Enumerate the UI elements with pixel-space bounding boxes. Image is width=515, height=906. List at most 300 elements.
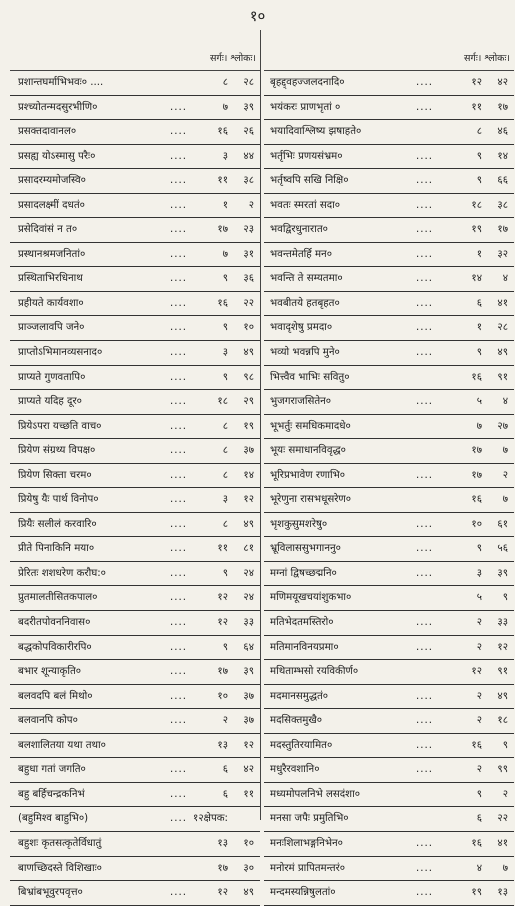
index-row [10, 464, 260, 489]
leader-dots: .... [416, 887, 433, 899]
sarga-number: ३ [222, 494, 228, 506]
verse-text: मतिमानविनयप्रमा० [270, 641, 339, 653]
shloka-number: १३ [497, 887, 508, 899]
shloka-number: ३९ [243, 666, 254, 678]
verse-text: बहुशः कृतसत्कृतेर्विधातुं [18, 837, 102, 849]
index-row [10, 194, 260, 219]
sarga-number: ९ [476, 175, 482, 187]
sarga-number: २ [476, 690, 482, 702]
verse-text: भूभर्तुः समधिकमादधे० [270, 420, 351, 432]
index-row [264, 611, 514, 636]
sarga-number: ३ [476, 567, 482, 579]
index-row [264, 71, 514, 96]
index-row [264, 660, 514, 685]
leader-dots: .... [416, 199, 433, 211]
sarga-number: ११ [217, 175, 228, 187]
verse-text: भ्रूविलाससुभगाननु० [270, 543, 341, 555]
shloka-number: ४९ [497, 347, 508, 359]
page-number: १० [249, 7, 266, 25]
sarga-number: १२ [217, 592, 228, 604]
verse-text: बलवानपि कोप० [18, 715, 78, 727]
verse-text: बलशालितया यथा तथा० [18, 739, 106, 751]
sarga-number: १६ [471, 739, 482, 751]
shloka-number: ४९ [243, 887, 254, 899]
verse-text: मग्नां द्विषच्छद्मनि० [270, 567, 337, 579]
verse-text: भूरेणुना रासभधूसरेण० [270, 494, 352, 506]
shloka-number: ३१ [243, 248, 254, 260]
right-column-header: सर्गः। श्लोकः। [264, 48, 514, 71]
index-row [10, 71, 260, 96]
verse-text: भयंकरः प्राणभृतां ० [270, 101, 341, 113]
leader-dots: .... [416, 101, 433, 113]
shloka-number: २४ [243, 567, 254, 579]
shloka-number: ८१ [243, 543, 254, 555]
leader-dots: .... [416, 837, 433, 849]
verse-text: भुजगराजसितेन० [270, 396, 332, 408]
verse-text: मदसिक्तमुखै० [270, 715, 323, 727]
index-row [10, 709, 260, 734]
leader-dots: .... [170, 518, 187, 530]
leader-dots: .... [170, 273, 187, 285]
leader-dots: .... [170, 445, 187, 457]
sarga-number: २ [476, 715, 482, 727]
shloka-number: ३९ [243, 101, 254, 113]
verse-text: प्रसादरम्यमोजस्वि० [18, 175, 86, 187]
sarga-number: १७ [471, 469, 482, 481]
shloka-number: ६४ [243, 641, 254, 653]
leader-dots: .... [170, 297, 187, 309]
shloka-number: ४१ [497, 837, 508, 849]
leader-dots: .... [170, 469, 187, 481]
leader-dots: .... [170, 248, 187, 260]
verse-text: प्रशान्तघर्माभिभवः० .... [18, 77, 104, 88]
index-row [10, 120, 260, 145]
sarga-number: ६ [476, 297, 482, 309]
verse-text: प्राप्यते गुणवतापि० [18, 371, 86, 383]
shloka-number: १४ [497, 150, 508, 162]
sarga-number: ८ [476, 126, 482, 138]
sarga-number: ६ [222, 788, 228, 800]
index-row [264, 807, 514, 832]
sarga-number: ३ [222, 150, 228, 162]
shloka-number: ७ [502, 445, 508, 457]
verse-text: प्राप्तोऽभिमानव्यसनाद० [18, 347, 103, 359]
index-row [264, 169, 514, 194]
verse-text: भृशकुसुमशरेषु० [270, 518, 328, 530]
sarga-number: ९ [222, 273, 228, 285]
shloka-number: ३८ [497, 199, 508, 211]
index-row [10, 660, 260, 685]
shloka-number: ६१ [497, 518, 508, 530]
verse-text: प्रस्थिताभिरधिनाथ [18, 273, 83, 285]
verse-text: भूयः समाधानविवृद्ध० [270, 445, 346, 457]
verse-text: मदमानसमुद्धतं० [270, 690, 329, 702]
shloka-number: ४९ [243, 347, 254, 359]
verse-text: भवद्विरधुनारात० [270, 224, 328, 236]
index-row [264, 513, 514, 538]
shloka-number: १० [243, 322, 254, 334]
leader-dots: .... [170, 666, 187, 678]
leader-dots: .... [416, 77, 433, 88]
verse-text: बदरीतपोवननिवास० [18, 617, 91, 629]
index-row [10, 832, 260, 857]
sarga-number: २ [476, 764, 482, 776]
sarga-number: १८ [471, 199, 482, 211]
leader-dots: .... [416, 322, 433, 334]
verse-text: मथिताम्भसो रयविकीर्ण० [270, 666, 359, 678]
shloka-number: ४ [502, 273, 508, 285]
leader-dots: .... [170, 199, 187, 211]
shloka-number: ९ [502, 739, 508, 751]
shloka-number: ९९ [497, 764, 508, 776]
leader-dots: .... [170, 715, 187, 727]
shloka-number: १२ [243, 739, 254, 751]
index-row [264, 636, 514, 661]
verse-text: मदस्तुतिरयामित० [270, 739, 333, 751]
index-row [10, 783, 260, 808]
leader-dots: .... [416, 224, 433, 236]
verse-text: भवबीतये हतबृहत० [270, 297, 340, 309]
leader-dots: .... [170, 592, 187, 604]
verse-text: प्रियेण संग्रथ्य विपक्ष० [18, 445, 96, 457]
index-row [10, 218, 260, 243]
leader-dots: .... [416, 396, 433, 408]
sarga-number: ८ [222, 518, 228, 530]
index-row [264, 537, 514, 562]
verse-text: भव्यो भवन्नपि मुने० [270, 347, 340, 359]
leader-dots: .... [416, 297, 433, 309]
index-row [264, 145, 514, 170]
index-row [264, 734, 514, 759]
left-rows [10, 71, 260, 906]
index-row [10, 807, 260, 832]
index-row [10, 439, 260, 464]
sarga-number: १२क्षेपक: [193, 813, 228, 825]
shloka-number: १७ [497, 101, 508, 113]
shloka-number: २४ [243, 592, 254, 604]
shloka-number: ३७ [243, 715, 254, 727]
sarga-number: ३ [222, 347, 228, 359]
verse-text: बृहद्द्वहज्जलदनादि० [270, 77, 345, 88]
index-row [10, 685, 260, 710]
verse-text: मन्दमस्यन्निषुलतां० [270, 887, 336, 899]
index-row [264, 341, 514, 366]
index-row [264, 685, 514, 710]
index-row [264, 832, 514, 857]
index-row [10, 562, 260, 587]
shloka-number: २ [248, 199, 254, 211]
sarga-number: १६ [217, 126, 228, 138]
verse-text: भयादिवाश्लिष्य झषाहते० [270, 126, 362, 138]
leader-dots: .... [416, 248, 433, 260]
leader-dots: .... [170, 175, 187, 187]
left-column [10, 48, 260, 906]
shloka-number: १० [243, 837, 254, 849]
verse-text: प्रसक्तदावानल० [18, 126, 77, 138]
verse-text: प्रियैः सलीलं करवारि० [18, 518, 97, 530]
shloka-number: १४ [243, 469, 254, 481]
shloka-number: ११ [243, 788, 254, 800]
index-row [264, 857, 514, 882]
index-row [10, 881, 260, 906]
sarga-number: ५ [476, 592, 482, 604]
verse-text: प्रश्च्योतन्मदसुरभीणि० [18, 101, 98, 113]
shloka-number: २७ [497, 420, 508, 432]
shloka-number: ९८ [243, 371, 254, 383]
sarga-number: ९ [222, 371, 228, 383]
verse-text: प्रहीयते कार्यवशा० [18, 297, 84, 309]
index-row [264, 243, 514, 268]
verse-text: बद्धकोपविकारीरपि० [18, 641, 92, 653]
shloka-number: ९१ [497, 666, 508, 678]
leader-dots: .... [170, 788, 187, 800]
sarga-number: ९ [222, 567, 228, 579]
leader-dots: .... [170, 396, 187, 408]
index-row [10, 96, 260, 121]
leader-dots: .... [170, 690, 187, 702]
leader-dots: .... [170, 322, 187, 334]
index-row [10, 243, 260, 268]
index-row [264, 562, 514, 587]
index-row [10, 857, 260, 882]
shloka-number: ४१ [497, 297, 508, 309]
shloka-number: ३८ [243, 175, 254, 187]
leader-dots: .... [416, 690, 433, 702]
shloka-number: १२ [243, 494, 254, 506]
index-row [264, 488, 514, 513]
leader-dots: .... [416, 764, 433, 776]
leader-dots: .... [416, 739, 433, 751]
index-row [10, 390, 260, 415]
shloka-number: २ [502, 469, 508, 481]
index-row [10, 267, 260, 292]
verse-text: बहु बर्हिचन्द्रकनिभं [18, 788, 85, 800]
verse-text: भर्तृभिः प्रणयसंभ्रम० [270, 150, 343, 162]
shloka-number: ४२ [243, 764, 254, 776]
sarga-number: १६ [217, 297, 228, 309]
sarga-number: ८ [222, 420, 228, 432]
shloka-number: २२ [243, 297, 254, 309]
verse-text: प्रसादलक्ष्मीं दधतं० [18, 199, 85, 211]
sarga-number: १ [476, 248, 482, 260]
shloka-number: १२ [497, 641, 508, 653]
leader-dots: .... [170, 150, 187, 162]
index-row [264, 366, 514, 391]
index-row [264, 758, 514, 783]
shloka-number: २८ [497, 322, 508, 334]
index-row [10, 292, 260, 317]
leader-dots: .... [416, 273, 433, 285]
index-row [264, 439, 514, 464]
shloka-number: ४४ [243, 150, 254, 162]
sarga-number: १२ [471, 666, 482, 678]
sarga-number: २ [476, 617, 482, 629]
leader-dots: .... [416, 715, 433, 727]
sarga-number: १७ [217, 862, 228, 874]
shloka-number: २९ [243, 396, 254, 408]
verse-text: मधुरैरवशानि० [270, 764, 320, 776]
sarga-number: ७ [222, 101, 228, 113]
sarga-number: २ [476, 641, 482, 653]
leader-dots: .... [416, 862, 433, 874]
sarga-number: ९ [222, 322, 228, 334]
shloka-number: ३३ [497, 617, 508, 629]
sarga-number: २ [222, 715, 228, 727]
index-row [10, 366, 260, 391]
sarga-number: १९ [471, 887, 482, 899]
verse-text: प्रसेदिवांसं न त० [18, 224, 78, 236]
shloka-number: १७ [497, 224, 508, 236]
leader-dots: .... [170, 347, 187, 359]
leader-dots: .... [416, 543, 433, 555]
sarga-number: ६ [222, 764, 228, 776]
verse-text: बाणच्छिदस्ते विशिखाः० [18, 862, 102, 874]
verse-text: प्रियेऽपरा यच्छति वाच० [18, 420, 102, 432]
index-row [264, 881, 514, 906]
verse-text: भवादृशेषु प्रमदा० [270, 322, 333, 334]
sarga-number: ९ [476, 347, 482, 359]
verse-text: भित्त्वैव भाभिः सवितु० [270, 371, 350, 383]
verse-text: प्रस्थानश्रमजनितां० [18, 248, 86, 260]
shloka-number: १८ [497, 715, 508, 727]
sarga-number: १६ [471, 494, 482, 506]
verse-text: मध्यमोपलनिभे लसदंशा० [270, 788, 361, 800]
sarga-number: ७ [222, 248, 228, 260]
verse-text: (बहुमिश्व बाहुभि०) [18, 813, 89, 825]
verse-text: भूरिप्रभावेण रणाभि० [270, 469, 346, 481]
sarga-number: १२ [217, 617, 228, 629]
index-row [10, 341, 260, 366]
index-row [264, 709, 514, 734]
index-row [10, 537, 260, 562]
right-rows [264, 71, 514, 906]
verse-text: प्रुतमालतीसितकपाल० [18, 592, 98, 604]
shloka-number: ६६ [497, 175, 508, 187]
leader-dots: .... [170, 224, 187, 236]
sarga-number: ६ [476, 813, 482, 825]
sarga-number: १७ [217, 666, 228, 678]
sarga-number: १२ [217, 887, 228, 899]
index-row [10, 734, 260, 759]
verse-text: बभार शून्याकृति० [18, 666, 82, 678]
shloka-number: ३० [243, 862, 254, 874]
verse-text: बहुधा गतां जगति० [18, 764, 86, 776]
leader-dots: .... [170, 101, 187, 113]
leader-dots: .... [170, 371, 187, 383]
leader-dots: .... [170, 494, 187, 506]
leader-dots: .... [170, 126, 187, 138]
sarga-number: १० [217, 690, 228, 702]
index-row [264, 316, 514, 341]
leader-dots: .... [170, 617, 187, 629]
verse-text: मनसा जपैः प्रमुतिभि० [270, 813, 349, 825]
sarga-number: ८ [222, 77, 228, 88]
leader-dots: .... [416, 617, 433, 629]
verse-text: प्रीते पिनाकिनि मया० [18, 543, 95, 555]
shloka-number: २३ [243, 224, 254, 236]
sarga-number: ८ [222, 469, 228, 481]
shloka-number: ४ [502, 396, 508, 408]
shloka-number: ३९ [497, 567, 508, 579]
index-row [10, 636, 260, 661]
index-row [264, 194, 514, 219]
verse-text: प्रसह्य योऽस्मासु परैः० [18, 150, 96, 162]
leader-dots: .... [170, 420, 187, 432]
index-row [264, 415, 514, 440]
leader-dots: .... [170, 764, 187, 776]
verse-text: प्राप्यते यदिह दूर० [18, 396, 82, 408]
index-row [10, 316, 260, 341]
sarga-number: १२ [471, 77, 482, 88]
verse-text: मनःशिलाभङ्गनिभेन० [270, 837, 343, 849]
left-column-header: सर्गः। श्लोकः। [10, 48, 260, 71]
leader-dots: .... [416, 469, 433, 481]
sarga-number: १४ [471, 273, 482, 285]
shloka-number: २ [502, 788, 508, 800]
shloka-number: २८ [243, 77, 254, 88]
shloka-number: ९ [502, 592, 508, 604]
index-row [10, 758, 260, 783]
verse-text: भवन्ति ते सम्यतमा० [270, 273, 343, 285]
sarga-number: १३ [217, 837, 228, 849]
leader-dots: .... [416, 518, 433, 530]
leader-dots: .... [416, 347, 433, 359]
shloka-number: ३२ [497, 248, 508, 260]
sarga-number: १७ [471, 445, 482, 457]
verse-text: मतिभेदतमस्तिरो० [270, 617, 334, 629]
sarga-number: १७ [217, 224, 228, 236]
shloka-number: ३७ [243, 690, 254, 702]
verse-text: प्रियेण सिक्ता चरम० [18, 469, 92, 481]
right-column [264, 48, 514, 906]
index-row [264, 218, 514, 243]
leader-dots: .... [416, 567, 433, 579]
sarga-number: १९ [471, 224, 482, 236]
index-row [10, 169, 260, 194]
column-divider [260, 30, 261, 820]
shloka-number: ७ [502, 862, 508, 874]
verse-text: बलवदपि बलं मिथो० [18, 690, 93, 702]
shloka-number: ३७ [243, 445, 254, 457]
sarga-number: ९ [476, 150, 482, 162]
shloka-number: ५६ [497, 543, 508, 555]
sarga-number: ९ [222, 641, 228, 653]
leader-dots: .... [170, 543, 187, 555]
index-row [10, 586, 260, 611]
sarga-number: ११ [217, 543, 228, 555]
leader-dots: .... [170, 887, 187, 899]
index-row [264, 783, 514, 808]
sarga-number: ९ [476, 543, 482, 555]
shloka-number: २२ [497, 813, 508, 825]
sarga-number: ८ [222, 445, 228, 457]
sarga-number: १० [471, 518, 482, 530]
sarga-number: ४ [476, 862, 482, 874]
verse-text: भवतः स्मरतां सदा० [270, 199, 341, 211]
verse-text: बिभ्रांबभूवुरपवृत्त० [18, 887, 83, 899]
index-row [264, 120, 514, 145]
shloka-number: ४९ [243, 518, 254, 530]
shloka-number: ४६ [497, 126, 508, 138]
index-row [10, 415, 260, 440]
leader-dots: .... [170, 641, 187, 653]
sarga-number: १३ [217, 739, 228, 751]
verse-text: भवन्तमेतर्हि मन० [270, 248, 332, 260]
index-row [264, 292, 514, 317]
sarga-number: १ [476, 322, 482, 334]
verse-text: प्राञ्जलावपि जने० [18, 322, 85, 334]
index-row [10, 611, 260, 636]
